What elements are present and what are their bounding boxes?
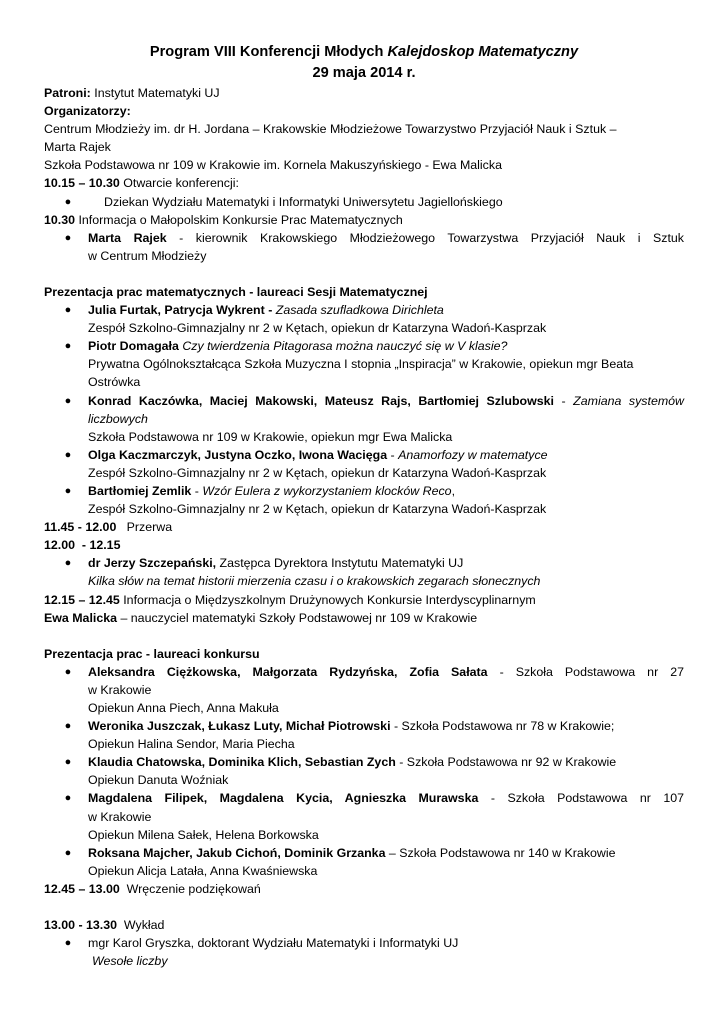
bullet-icon: ●	[64, 340, 72, 353]
list-item: ● dr Jerzy Szczepański, Zastępca Dyrektora Instytutu Matematyki UJ Kilka słów na temat historii mierzenia czasu i o krakowskich zegarach słonecznych	[64, 556, 541, 589]
bullet-icon: ●	[64, 448, 72, 461]
document-date	[44, 63, 684, 84]
program-document	[44, 42, 684, 970]
bullet-icon: ●	[64, 195, 72, 208]
bullet-icon: ●	[64, 792, 72, 805]
bullet-icon: ●	[64, 665, 72, 678]
session-lecture: 13.00 - 13.30 Wykład	[44, 918, 165, 933]
list-item: ● Aleksandra Ciężkowska, Małgorzata Rydzyńska, Zofia Sałata - Szkoła Podstawowa nr 27 w Krakowie Opiekun Anna Piech, Anna Makuła	[64, 664, 684, 715]
bullet-icon: ●	[64, 484, 72, 497]
list-item: ● Olga Kaczmarczyk, Justyna Oczko, Iwona Wacięga - Anamorfozy w matematyce Zespół Szkolno-Gimnazjalny nr 2 w Kętach, opiekun dr Katarzyna Wadoń-Kasprzak	[64, 447, 548, 480]
session-thanks: 12.45 – 13.00 Wręczenie podziękowań	[44, 881, 261, 896]
list-item: ● Dziekan Wydziału Matematyki i Informatyki Uniwersytetu Jagiellońskiego	[44, 193, 684, 211]
list-item: ● Roksana Majcher, Jakub Cichoń, Dominik Grzanka – Szkoła Podstawowa nr 140 w Krakowie Opiekun Alicja Latała, Anna Kwaśniewska	[64, 845, 616, 878]
bullet-icon: ●	[64, 846, 72, 859]
list-item: ● Weronika Juszczak, Łukasz Luty, Michał Piotrowski - Szkoła Podstawowa nr 78 w Krakowie; Opiekun Halina Sendor, Maria Piecha	[64, 719, 615, 752]
session-break: 11.45 - 12.00 Przerwa	[44, 520, 173, 535]
organizers-line: Centrum Młodzieży im. dr H. Jordana – Krakowskie Młodzieżowe Towarzystwo Przyjaciół Nauk i Sztuk –	[44, 122, 617, 137]
session-opening: 10.15 – 10.30 Otwarcie konferencji:	[44, 176, 239, 191]
list-item: ● Konrad Kaczówka, Maciej Makowski, Mateusz Rajs, Bartłomiej Szlubowski - Zamiana systemów liczbowych Szkoła Podstawowa nr 109 w Krakowie, opiekun mgr Ewa Malicka	[64, 393, 685, 444]
list-item: ● Klaudia Chatowska, Dominika Klich, Sebastian Zych - Szkoła Podstawowa nr 92 w Krakowie Opiekun Danuta Woźniak	[64, 755, 617, 788]
bullet-icon: ●	[64, 231, 72, 244]
list-item: ● mgr Karol Gryszka, doktorant Wydziału Matematyki i Informatyki UJ	[44, 934, 684, 952]
session-info: 10.30 Informacja o Małopolskim Konkursie Prac Matematycznych	[44, 212, 403, 227]
list-item: ● Piotr Domagała Czy twierdzenia Pitagorasa można nauczyć się w V klasie? Prywatna Ogólnokształcąca Szkoła Muzyczna I stopnia „Inspiracja” w Krakowie, opiekun mgr Beata Ostrówka	[64, 339, 634, 390]
session-time: 12.00 - 12.15	[44, 538, 121, 553]
section-heading: Prezentacja prac matematycznych - laureaci Sesji Matematycznej	[44, 284, 428, 299]
title-italic: Kalejdoskop Matematyczny	[387, 44, 579, 60]
bullet-icon: ●	[64, 720, 72, 733]
list-item: ● Marta Rajek - kierownik Krakowskiego Młodzieżowego Towarzystwa Przyjaciół Nauk i Sztuk w Centrum Młodzieży	[64, 230, 684, 263]
list-item: ● Magdalena Filipek, Magdalena Kycia, Agnieszka Murawska - Szkoła Podstawowa nr 107 w Krakowie Opiekun Milena Sałek, Helena Borkowska	[64, 791, 684, 842]
document-title	[44, 42, 684, 63]
organizers-line: Marta Rajek	[44, 140, 111, 155]
bullet-icon: ●	[64, 394, 72, 407]
bullet-icon: ●	[64, 756, 72, 769]
lecture-topic: Wesołe liczby	[92, 954, 168, 969]
bullet-icon: ●	[64, 304, 72, 317]
organizers-label: Organizatorzy:	[44, 104, 131, 119]
session-info: 12.15 – 12.45 Informacja o Międzyszkolnym Drużynowych Konkursie Interdyscyplinarnym	[44, 592, 536, 607]
patrons-line: Patroni: Instytut Matematyki UJ	[44, 86, 220, 100]
bullet-icon: ●	[64, 557, 72, 570]
bullet-icon: ●	[64, 937, 72, 950]
section-heading: Prezentacja prac - laureaci konkursu	[44, 646, 260, 661]
date-text: 29 maja 2014 r.	[312, 65, 416, 81]
organizers-line: Szkoła Podstawowa nr 109 w Krakowie im. Kornela Makuszyńskiego - Ewa Malicka	[44, 158, 502, 173]
list-item: ● Julia Furtak, Patrycja Wykrent - Zasada szufladkowa Dirichleta Zespół Szkolno-Gimnazjalny nr 2 w Kętach, opiekun dr Katarzyna Wadoń-Kasprzak	[64, 303, 547, 336]
session-speaker: Ewa Malicka – nauczyciel matematyki Szkoły Podstawowej nr 109 w Krakowie	[44, 610, 478, 625]
list-item: ● Bartłomiej Zemlik - Wzór Eulera z wykorzystaniem klocków Reco, Zespół Szkolno-Gimnazjalny nr 2 w Kętach, opiekun dr Katarzyna Wadoń-Kasprzak	[64, 483, 547, 517]
title-text: Program VIII Konferencji Młodych	[149, 44, 388, 60]
